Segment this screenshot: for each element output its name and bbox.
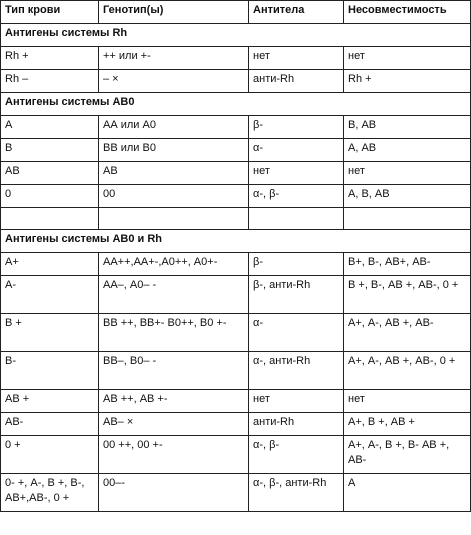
cell-genotype: АВ ++, АВ +- [99, 390, 249, 413]
cell-genotype: ++ или +- [99, 47, 249, 70]
cell-genotype: ВВ ++, ВВ+- В0++, В0 +- [99, 314, 249, 352]
cell-incompatibility: А+, А-, АВ +, АВ- [344, 314, 471, 352]
header-incompatibility: Несовместимость [344, 1, 471, 24]
cell-genotype: – × [99, 70, 249, 93]
table-row [1, 390, 471, 413]
header-row [1, 1, 471, 24]
table-row [1, 253, 471, 276]
cell-genotype: АВ [99, 162, 249, 185]
table-row [1, 474, 471, 512]
cell-incompatibility: В, АВ [344, 116, 471, 139]
table-row [1, 314, 471, 352]
cell-antibodies: α-, анти-Rh [249, 352, 344, 390]
cell-genotype: ВВ или В0 [99, 139, 249, 162]
cell-antibodies: нет [249, 390, 344, 413]
cell-antibodies: β- [249, 253, 344, 276]
table-row-empty [1, 208, 471, 230]
table-row [1, 70, 471, 93]
cell-antibodies [249, 208, 344, 230]
cell-blood-type: Rh + [1, 47, 99, 70]
table-row [1, 352, 471, 390]
cell-blood-type: 0- +, А-, В +, В-, АВ+,АВ-, 0 + [1, 474, 99, 512]
cell-antibodies: α-, β- [249, 436, 344, 474]
cell-incompatibility: В+, В-, АВ+, АВ- [344, 253, 471, 276]
cell-incompatibility: В +, В-, АВ +, АВ-, 0 + [344, 276, 471, 314]
cell-genotype: АА++,АА+-,А0++, А0+- [99, 253, 249, 276]
cell-incompatibility: нет [344, 390, 471, 413]
table-row [1, 185, 471, 208]
cell-incompatibility: А, В, АВ [344, 185, 471, 208]
table-row [1, 47, 471, 70]
cell-genotype: ВВ–, В0– - [99, 352, 249, 390]
cell-genotype [99, 208, 249, 230]
cell-genotype: АВ– × [99, 413, 249, 436]
section-row [1, 93, 471, 116]
cell-blood-type: В- [1, 352, 99, 390]
cell-incompatibility: нет [344, 162, 471, 185]
cell-blood-type: АВ [1, 162, 99, 185]
section-row [1, 230, 471, 253]
cell-incompatibility: нет [344, 47, 471, 70]
section-row [1, 24, 471, 47]
cell-genotype: АА или А0 [99, 116, 249, 139]
cell-incompatibility: А, АВ [344, 139, 471, 162]
cell-antibodies: анти-Rh [249, 70, 344, 93]
section-title-ab0-rh: Антигены системы АВ0 и Rh [1, 230, 471, 253]
cell-incompatibility: А+, В +, АВ + [344, 413, 471, 436]
cell-genotype: 00 [99, 185, 249, 208]
cell-incompatibility: А [344, 474, 471, 512]
cell-blood-type: А [1, 116, 99, 139]
header-antibodies: Антитела [249, 1, 344, 24]
cell-antibodies: α- [249, 139, 344, 162]
cell-blood-type: АВ- [1, 413, 99, 436]
cell-blood-type: А- [1, 276, 99, 314]
cell-genotype: 00–- [99, 474, 249, 512]
cell-incompatibility: А+, А-, В +, В- АВ +, АВ- [344, 436, 471, 474]
cell-incompatibility [344, 208, 471, 230]
cell-genotype: 00 ++, 00 +- [99, 436, 249, 474]
cell-antibodies: β- [249, 116, 344, 139]
cell-blood-type: 0 [1, 185, 99, 208]
cell-antibodies: β-, анти-Rh [249, 276, 344, 314]
cell-blood-type [1, 208, 99, 230]
cell-antibodies: нет [249, 162, 344, 185]
table-row [1, 436, 471, 474]
table-row [1, 276, 471, 314]
header-blood-type: Тип крови [1, 1, 99, 24]
cell-blood-type: В [1, 139, 99, 162]
cell-blood-type: В + [1, 314, 99, 352]
section-title-rh: Антигены системы Rh [1, 24, 471, 47]
table-row [1, 116, 471, 139]
cell-antibodies: α-, β-, анти-Rh [249, 474, 344, 512]
cell-antibodies: нет [249, 47, 344, 70]
cell-antibodies: α-, β- [249, 185, 344, 208]
table-row [1, 162, 471, 185]
cell-blood-type: А+ [1, 253, 99, 276]
cell-incompatibility: Rh + [344, 70, 471, 93]
table-row [1, 139, 471, 162]
cell-blood-type: АВ + [1, 390, 99, 413]
cell-genotype: АА–, А0– - [99, 276, 249, 314]
cell-incompatibility: А+, А-, АВ +, АВ-, 0 + [344, 352, 471, 390]
table-row [1, 413, 471, 436]
section-title-ab0: Антигены системы АВ0 [1, 93, 471, 116]
header-genotype: Генотип(ы) [99, 1, 249, 24]
cell-antibodies: α- [249, 314, 344, 352]
cell-antibodies: анти-Rh [249, 413, 344, 436]
cell-blood-type: Rh – [1, 70, 99, 93]
cell-blood-type: 0 + [1, 436, 99, 474]
